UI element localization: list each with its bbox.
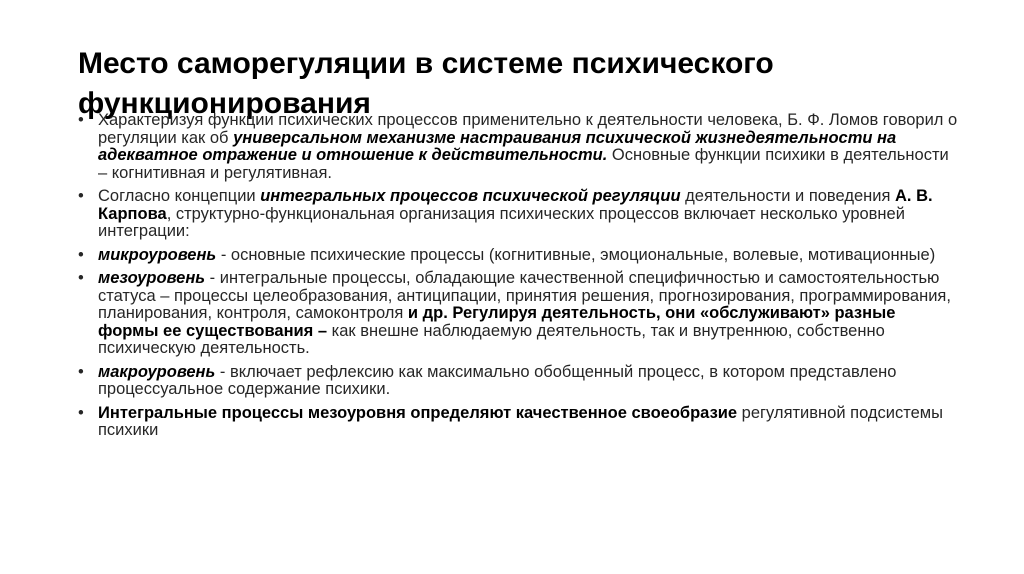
bullet-item-conclusion <box>78 405 958 440</box>
bullet-item-karpov <box>78 188 958 241</box>
text-segment: как внешне наблюдаемую деятельность, так и внутреннюю, собственно психическую деятельность. <box>98 321 885 357</box>
text-segment: регулятивной подсистемы психики <box>98 403 943 439</box>
text-segment: деятельности и поведения <box>680 187 895 205</box>
bold-segment: Интегральные процессы мезоуровня определяют качественное своеобразие <box>98 403 738 422</box>
text-segment: - интегральные процессы, обладающие качественной специфичностью и самостоятельностью статуса – процессы целеобразования, антиципации, принятия решения, прогнозирования, программирования, планирования, контроля, самоконтроля <box>98 269 951 322</box>
emphasis-segment: интегральных процессов психической регуляции <box>260 187 681 205</box>
level-term: микроуровень <box>98 245 217 264</box>
text-segment: - включает рефлексию как максимально обобщенный процесс, в котором представлено процессуальное содержание психики. <box>98 362 897 398</box>
bullet-item-lomov <box>78 112 958 182</box>
author-name: А. В. Карпова <box>98 187 933 223</box>
level-term: макроуровень <box>98 362 216 381</box>
text-segment: Характеризуя функции психических процессов применительно к деятельности человека, Б. Ф. Ломов говорил о регуляции как об <box>98 111 958 147</box>
bold-segment: и др. Регулируя деятельность, они «обслуживают» разные формы ее существования – <box>98 304 896 340</box>
bullet-item-meso <box>78 270 958 358</box>
text-segment: Основные функции психики в деятельности – когнитивная и регулятивная. <box>98 146 949 182</box>
text-segment: Согласно концепции <box>98 187 261 205</box>
bullet-item-micro <box>78 247 958 265</box>
bullet-item-macro <box>78 364 958 399</box>
bullet-list <box>78 112 958 446</box>
slide-title: Место саморегуляции в системе психического функционирования <box>78 47 774 121</box>
text-segment: , структурно-функциональная организация психических процессов включает несколько уровней интеграции: <box>98 204 905 240</box>
level-term: мезоуровень <box>98 269 206 287</box>
text-segment: - основные психические процессы (когнитивные, эмоциональные, волевые, мотивационные) <box>216 245 936 264</box>
emphasis-segment: универсальном механизме настраивания психической жизнедеятельности на адекватное отражение и отношение к действительности. <box>98 128 897 164</box>
